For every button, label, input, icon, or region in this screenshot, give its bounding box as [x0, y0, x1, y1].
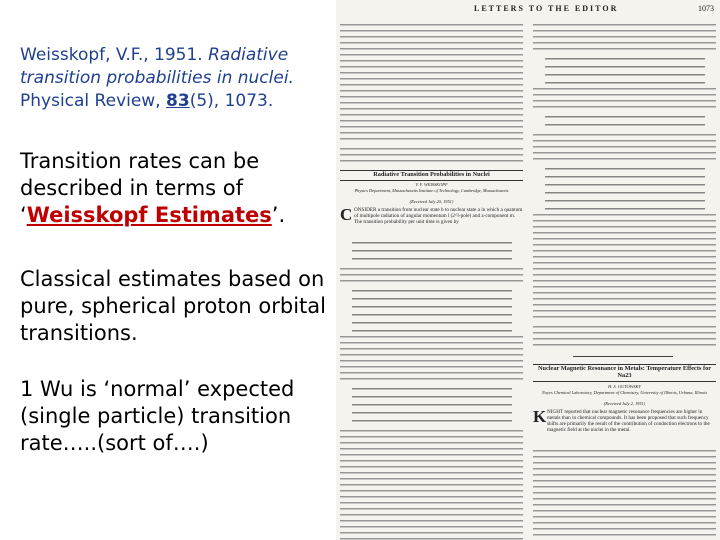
section-divider — [573, 356, 673, 357]
scan-text-block — [340, 268, 523, 286]
scan-text-block — [533, 88, 716, 112]
scan-references — [340, 148, 523, 166]
article-title: Radiative Transition Probabilities in Nuclei — [340, 170, 523, 181]
second-article-title: Nuclear Magnetic Resonance in Metals: Temperature Effects for Na23 — [533, 364, 716, 382]
paragraph-weisskopf-estimates — [20, 148, 340, 229]
journal-page-scan — [336, 0, 720, 540]
scan-text-block — [340, 24, 523, 144]
article-opening-text: ONSIDER a transition from nuclear state b to nuclear state a in which a quantum of multipole radiation of angular momentum l (2^l-pole) and z-component m. The transition probability per unit time is given by — [354, 207, 523, 225]
second-article-affiliation: Noyes Chemical Laboratory, Department of Chemistry, University of Illinois, Urbana, Illinois — [541, 390, 708, 395]
scan-text-block — [340, 336, 523, 384]
scan-text-block — [533, 214, 716, 322]
second-article-opening-text: NIGHT reported that nuclear magnetic resonance frequencies are higher in metals than in chemical compounds. It has been proposed that such frequency shifts are primarily the result of the contribution of conduction electrons to the magnetic field at the nuclei in the metal. — [547, 409, 710, 433]
scan-equation — [352, 242, 512, 264]
journal-header-title: LETTERS TO THE EDITOR — [474, 4, 619, 13]
scan-text-block — [533, 24, 716, 54]
scan-equation — [545, 58, 705, 84]
journal-column-left — [340, 20, 523, 540]
second-article-dropcap: K — [533, 407, 547, 426]
paragraph-classical-estimates: Classical estimates based on pure, spherical proton orbital transitions. — [20, 267, 326, 345]
journal-column-right — [533, 20, 716, 540]
highlight-weisskopf-estimates: Weisskopf Estimates — [26, 203, 272, 227]
scan-text-block — [340, 430, 523, 540]
citation-journal: Physical Review, — [20, 91, 161, 111]
scan-footnotes — [533, 326, 716, 350]
scan-equation — [545, 168, 705, 210]
scan-equation — [352, 290, 512, 332]
citation-authors: Weisskopf, V.F., 1951. — [20, 45, 203, 65]
second-article-author: H. S. GUTOWSKY — [608, 384, 641, 389]
citation-volume: 83 — [166, 91, 190, 111]
second-article-received: (Received July 2, 1951) — [603, 401, 646, 406]
citation-title: Radiative transition probabilities in nuclei. — [20, 45, 294, 88]
citation-issue: (5), 1073. — [189, 91, 274, 111]
article-dropcap: C — [340, 205, 353, 224]
journal-page-header — [336, 2, 720, 18]
article-author: V. F. WEISSKOPF — [415, 182, 448, 187]
article-received: (Received July 20, 1951) — [409, 199, 454, 204]
paragraph-wu-definition: 1 Wu is ‘normal’ expected (single particle) transition rate…..(sort of….) — [20, 377, 295, 455]
scan-text-block — [533, 450, 716, 540]
scan-equation — [352, 388, 512, 426]
scan-text-block — [533, 134, 716, 164]
paragraph-text: Transition rates can be described in terms of ‘ — [20, 149, 260, 227]
citation — [20, 44, 340, 113]
paragraph-text-end: ’. — [271, 203, 286, 227]
scan-equation — [545, 116, 705, 130]
article-affiliation: Physics Department, Massachusetts Institute of Technology, Cambridge, Massachusetts — [354, 188, 509, 193]
journal-page-number: 1073 — [698, 4, 714, 13]
